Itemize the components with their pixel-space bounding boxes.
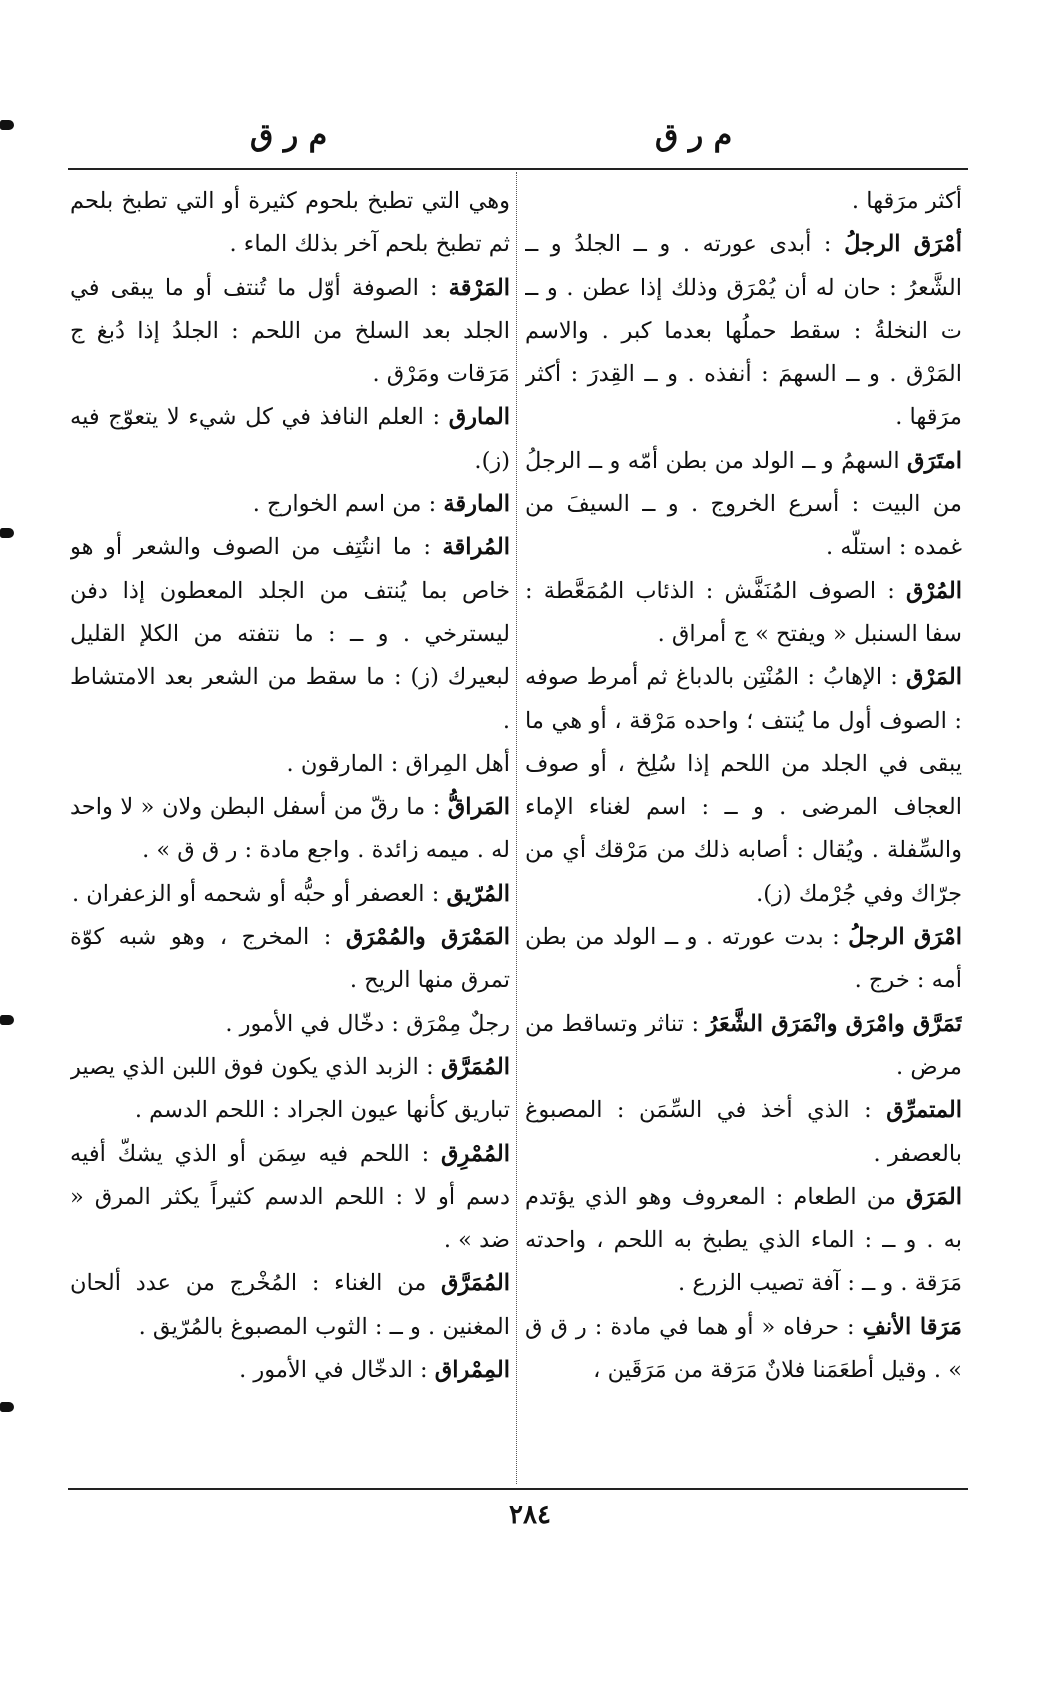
dictionary-entry	[525, 570, 962, 657]
entry-headword: المَرْق	[906, 664, 962, 691]
dictionary-entry	[70, 743, 510, 786]
edge-mark	[0, 1402, 14, 1412]
entry-text: : حرفاه « أو هما في مادة : ر ق ق » . وقيل أطعَمَنا فلانٌ مَرَقة من مَرَقَين ،	[525, 1313, 962, 1384]
header-root-left: م ر ق	[250, 118, 328, 153]
entry-text: : ما رقّ من أسفل البطن ولان « لا واحد له . ميمه زائدة . واجع مادة : ر ق ق » .	[70, 794, 510, 864]
dictionary-entry	[525, 1003, 962, 1090]
entry-text: : الإهابُ : المُنْتِن بالدباغ ثم أمرط صوفه : الصوف أول ما يُنتف ؛ واحده مَرْقة ، أو هي ما يبقى في الجلد من اللحم إذا سُلِخ ، أو صوف العجاف المرضى . و ــ : اسم لغناء الإماء والسِّفلة . ويُقال : أصابه ذلك من مَرْقك أي من جرّاك وفي جُرْمك (ز).	[525, 664, 962, 907]
entry-text: : الزبد الذي يكون فوق اللبن الذي يصير تباريق كأنها عيون الجراد : اللحم الدسم .	[70, 1053, 510, 1124]
entry-text: : ما انتُتِف من الصوف والشعر أو هو خاص بما يُنتف من الجلد المعطون إذا دفن ليسترخي . و ــ : ما نتفته من الكلإ القليل لبعيرك (ز) : ما سقط من الشعر بعد الامتشاط .	[70, 534, 510, 734]
dictionary-entry	[525, 1176, 962, 1306]
entry-text: من الغناء : المُخْرج من عدد ألحان المغنين . و ــ : الثوب المصبوغ بالمُرّيق .	[70, 1270, 510, 1340]
entry-headword: أمْرَق الرجلُ	[844, 231, 962, 258]
entry-text: : اللحم فيه سِمَن أو الذي يشكّ أفيه دسم أو لا : اللحم الدسم كثيراً يكثر المرق « ضد » .	[70, 1140, 510, 1254]
entry-headword: المُراقة	[442, 534, 510, 561]
header-root-right: م ر ق	[655, 118, 733, 153]
dictionary-entry	[70, 180, 510, 267]
entry-headword: المِمْراق	[434, 1357, 510, 1384]
entry-headword: المارق	[448, 404, 510, 431]
entry-headword: امتَرَق	[907, 447, 962, 474]
entry-text: أهل المِراق : المارقون .	[286, 750, 510, 777]
entry-text: وهي التي تطبخ بلحوم كثيرة أو التي تطبخ بلحم ثم تطبخ بلحم آخر بذلك الماء .	[70, 188, 510, 258]
page-number: ٢٨٤	[509, 1500, 551, 1530]
entry-headword: المُمَرَّق	[441, 1053, 510, 1080]
dictionary-entry	[525, 180, 962, 223]
right-column	[525, 180, 962, 1480]
left-column	[70, 180, 510, 1480]
entry-headword: المتمرِّق	[886, 1097, 962, 1124]
dictionary-entry	[525, 223, 962, 439]
dictionary-entry	[70, 526, 510, 742]
dictionary-entry	[70, 267, 510, 397]
entry-headword: تَمَرَّق وامْرَق وانْمَرَق الشَّعَرُ	[706, 1010, 962, 1037]
entry-headword: المَرْقة	[448, 274, 510, 301]
entry-text: السهمُ و ــ الولد من بطن أمّه و ــ الرجلُ من البيت : أسرع الخروج . و ــ السيفَ من غمده : استلّه .	[525, 447, 962, 561]
entry-headword: المَراقُّ	[447, 794, 510, 821]
dictionary-entry	[70, 1046, 510, 1133]
entry-text: من الطعام : المعروف وهو الذي يؤتدم به . و ــ : الماء الذي يطبخ به اللحم ، واحدته مَرَقة . و ــ : آفة تصيب الزرع .	[525, 1183, 962, 1297]
entry-text: : الصوف المُنَفَّش : الذئاب المُمَعَّطة : سفا السنبل « ويفتح » ج أمراق .	[525, 577, 962, 647]
entry-headword: المَمْرَق والمُمْرَق	[345, 924, 510, 951]
dictionary-entry	[70, 1262, 510, 1349]
entry-headword: المُرْق	[906, 577, 962, 604]
dictionary-entry	[525, 440, 962, 570]
entry-text: : من اسم الخوارج .	[252, 491, 437, 518]
dictionary-entry	[525, 1306, 962, 1393]
dictionary-entry	[70, 873, 510, 916]
entry-text: : العلم النافذ في كل شيء لا يتعوّج فيه (ز).	[70, 404, 510, 474]
entry-text: : تناثر وتساقط من مرض .	[525, 1010, 962, 1080]
entry-headword: المَرَق	[906, 1183, 962, 1210]
edge-mark	[0, 1015, 14, 1025]
entry-headword: مَرَقا الأنفِ	[862, 1313, 962, 1340]
dictionary-entry	[525, 916, 962, 1003]
entry-text: رجلٌ مِمْرَق : دخّال في الأمور .	[225, 1010, 510, 1037]
dictionary-entry	[70, 1349, 510, 1392]
entry-text: : المخرج ، وهو شبه كوّة تمرق منها الريح .	[70, 924, 510, 994]
entry-headword: امْرَق الرجلُ	[848, 924, 962, 951]
entry-text: : بدت عورته . و ــ الولد من بطن أمه : خرج .	[525, 924, 962, 994]
entry-text: : الصوفة أوّل ما تُنتف أو ما يبقى في الجلد بعد السلخ من اللحم : الجلدُ إذا دُبغ ج مَرَقات ومَرْق .	[70, 274, 510, 388]
dictionary-entry	[70, 786, 510, 873]
entry-headword: المُمْرِق	[441, 1140, 510, 1167]
entry-text: : الدخّال في الأمور .	[239, 1357, 428, 1384]
dictionary-entry	[70, 483, 510, 526]
entry-headword: المارقة	[443, 491, 510, 518]
column-divider	[516, 172, 517, 1484]
dictionary-entry	[70, 1133, 510, 1263]
dictionary-entry	[70, 1003, 510, 1046]
entry-text: : العصفر أو حبُّه أو شحمه أو الزعفران .	[71, 880, 440, 907]
entry-headword: المُمَرَّق	[441, 1270, 510, 1297]
entry-headword: المُرّيق	[446, 880, 510, 907]
entry-text: أكثر مرَقها .	[851, 188, 962, 214]
entry-text: : الذي أخذ في السِّمَن : المصبوغ بالعصفر .	[525, 1097, 962, 1167]
edge-mark	[0, 528, 14, 538]
dictionary-entry	[525, 1089, 962, 1176]
bottom-rule	[68, 1488, 968, 1490]
entry-text: : أبدى عورته . و ــ الجلدُ و ــ الشَّعرُ : حان له أن يُمْرَق وذلك إذا عطن . و ــ ت النخلةُ : سقط حملُها بعدما كبر . والاسم المَرْق . و ــ السهمَ : أنفذه . و ــ القِدرَ : أكثر مرَقها .	[525, 231, 962, 431]
dictionary-entry	[525, 656, 962, 916]
dictionary-entry	[70, 916, 510, 1003]
dictionary-entry	[70, 396, 510, 483]
edge-mark	[0, 120, 14, 130]
top-rule	[68, 168, 968, 170]
